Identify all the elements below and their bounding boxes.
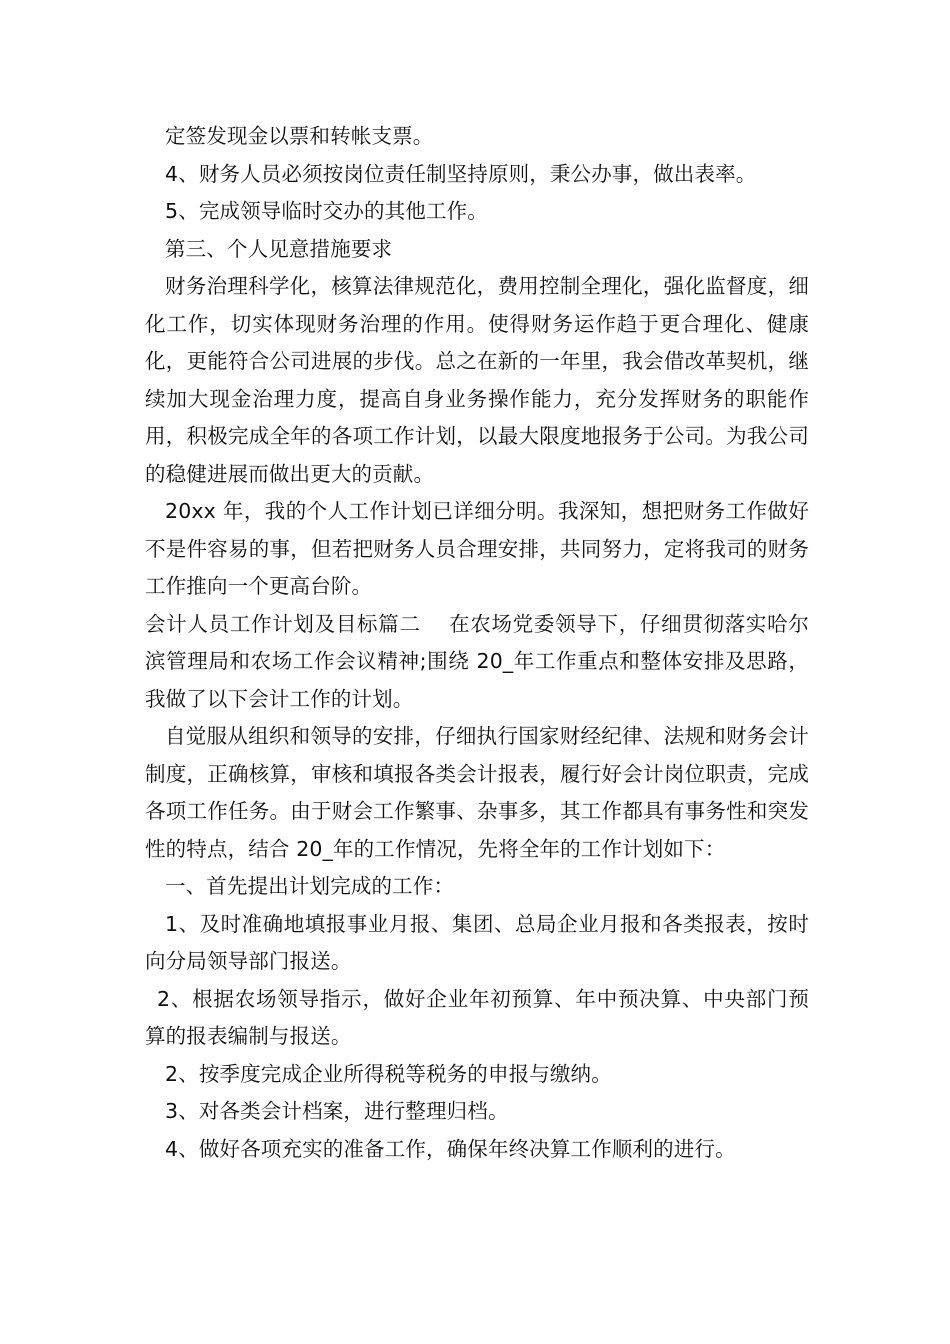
- list-item-budget: 2、根据农场领导指示，做好企业年初预算、年中预决算、中央部门预算的报表编制与报送。: [145, 986, 809, 1048]
- section-heading-part-two: 会计人员工作计划及目标篇二 在农场党委领导下，仔细贯彻落实哈尔滨管理局和农场工作会议精神;围绕 20_年工作重点和整体安排及思路，我做了以下会计工作的计划。: [145, 611, 809, 711]
- list-heading-planned-work: 一、首先提出计划完成的工作：: [165, 874, 455, 898]
- paragraph-annual-summary: 20xx 年，我的个人工作计划已详细分明。我深知，想把财务工作做好不是件容易的事，但若把财务人员合理安排，共同努力，定将我司的财务工作推向一个更高台阶。: [145, 499, 809, 598]
- list-item-reports: 1、及时准确地填报事业月报、集团、总局企业月报和各类报表，按时向分局领导部门报送。: [145, 911, 809, 973]
- list-item-archives: 3、对各类会计档案，进行整理归档。: [165, 1099, 509, 1123]
- document-body: [145, 118, 809, 1168]
- section-heading-third: 第三、个人见意措施要求: [165, 236, 393, 261]
- paragraph-continuation: 定签发现金以票和转帐支票。: [165, 124, 434, 148]
- paragraph-item-4: 4、财务人员必须按岗位责任制坚持原则，秉公办事，做出表率。: [165, 161, 757, 186]
- list-item-tax: 2、按季度完成企业所得税等税务的申报与缴纳。: [165, 1061, 612, 1086]
- paragraph-duties: 自觉服从组织和领导的安排，仔细执行国家财经纪律、法规和财务会计制度，正确核算，审核和填报各类会计报表，履行好会计岗位职责，完成各项工作任务。由于财会工作繁事、杂事多，其工作都具有事务性和突发性的特点，结合 20_年的工作情况，先将全年的工作计划如下：: [145, 724, 809, 861]
- paragraph-item-5: 5、完成领导临时交办的其他工作。: [165, 199, 488, 223]
- paragraph-finance-management: 财务治理科学化，核算法律规范化，费用控制全理化，强化监督度，细化工作，切实体现财务治理的作用。使得财务运作趋于更合理化、健康化，更能符合公司进展的步伐。总之在新的一年里，我会借改革契机，继续加大现金治理力度，提高自身业务操作能力，充分发挥财务的职能作用，积极完成全年的各项工作计划，以最大限度地报务于公司。为我公司的稳健进展而做出更大的贡献。: [145, 274, 809, 486]
- list-item-year-end: 4、做好各项充实的准备工作，确保年终决算工作顺利的进行。: [165, 1136, 736, 1161]
